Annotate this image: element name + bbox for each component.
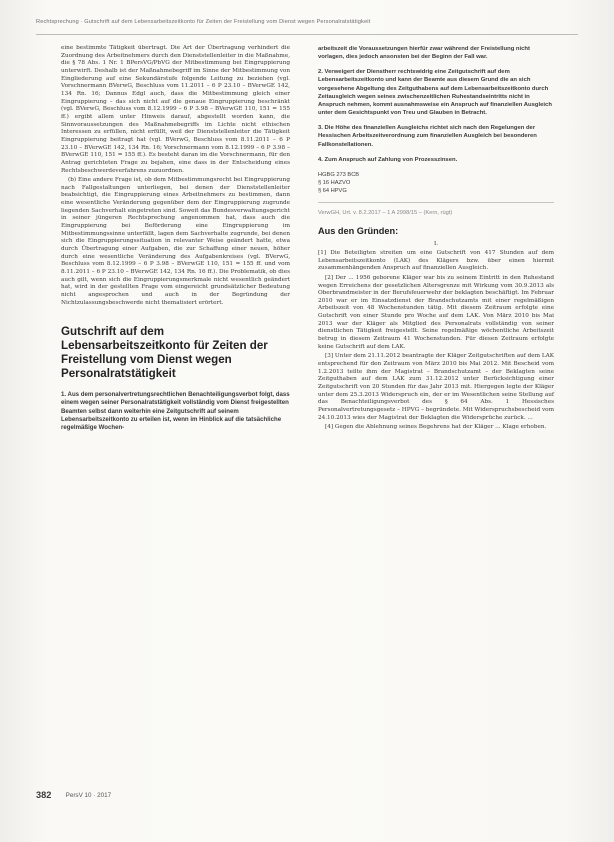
reasons-paragraph: [4] Gegen die Ablehnung seines Begehrens hat der Kläger ... Klage erhoben.: [325, 424, 547, 431]
headnote-2: 2. Verweigert der Dienstherr rechtswidrig eine Zeitgutschrift auf dem Lebensarbeitszeitkonto und kann der Beamte aus diesem Grund die an sich vorgesehene Abgeltung des Zeitguthabens auf dem Lebensarbeitszeitkonto durch Zeitausgleich wegen seines zwischenzeitlichen Ruhestandseintritts nicht in Anspruch nehmen, kommt ausnahmsweise ein Anspruch auf finanziellen Ausgleich unter dem Gesichtspunkt von Treu und Glauben in Betracht.: [318, 69, 552, 117]
headnote-1: 1. Aus dem personalvertretungsrechtlichen Benachteiligungsverbot folgt, dass einem wegen seiner Personalratstätigkeit vollständig vom Dienst freigestellten Beamten selbst dann weiterhin eine Zeitgutschrift auf seinem Lebensarbeitszeitkonto zu erteilen ist, wenn im Hinblick auf die tatsächliche regelmäßige Wochen-: [61, 391, 290, 431]
left-column: [61, 45, 290, 432]
reasons-paragraph: [3] Unter dem 21.11.2012 beantragte der Kläger Zeitgutschriften auf dem LAK entsprechend für den Zeitraum von März 2010 bis Mai 2012. Mit Bescheid vom 1.2.2013 teilte ihm der Magistrat – Brandschutzamt – der Beklagten seine Zeitguthaben auf dem LAK zum 31.12.2012 unter Berücksichtigung einer Zeitgutschrift von 20 Stunden für das Jahr 2013 mit. Hiergegen legte der Kläger unter dem 25.3.2013 Widerspruch ein, der er im Wesentlichen seine Stellung auf das Benachteiligungsverbot des § 64 Abs. 1 Hessisches Personalvertretungsgesetz – HPVG – begründete. Mit Widerspruchsbescheid vom 24.10.2013 wies der Magistrat der Beklagten die Widersprüche zurück. ...: [318, 353, 555, 421]
citation-line: HGBG 273 BCB: [318, 171, 360, 178]
left-paragraph: (b) Eine andere Frage ist, ob dem Mitbestimmungsrecht bei Eingruppierung nach Fallgestaltungen unterliegen, bei denen der Dienststellenleiter beabsichtigt, die Eingruppierung eines Arbeitnehmers zu bestimmen, dann eine wesentliche Veränderung gegenüber dem der Eingruppierung zugrunde liegenden Sachverhalt eingetreten sind. Soweit das Bundesverwaltungsgericht in seiner jüngeren Rechtsprechung angenommen hat, dass auch die Eingruppierung bei Beförderung eine Eingruppierung im Mitbestimmungssinne unterfällt, lagen dem Sachverhalte zugrunde, bei denen sich die Eingruppierungssituation in relevanter Weise geändert hatte, etwa durch Übertragung einer Aufgaben, die zur Schaffung einer neuen, höher durch eine wesentliche Veränderung des Aufgabenkreises (vgl. BVerwG, Beschluss vom 8.12.1999 – 6 P 3.98 – BVerwGE 110, 151 = 155 ff. und vom 8.11.2011 – 6 P 23.10 – BVerwGE 142, 134 Rn. 16 ff.). Die Problematik, ob dies auch gilt, wenn sich die Eingruppierungsmerkmale nicht wesentlich geändert hat, wird in der gestellten Frage vom eingereicht grundsätzlicher Bedeutung nicht angesprochen und auch in der Begründung der Nichtzulassungsbeschwerde nicht thematisiert erörtert.: [61, 177, 290, 306]
headnote-4: 4. Zum Anspruch auf Zahlung von Prozesszinsen.: [318, 156, 458, 163]
reasons-paragraph: [2] Der ... 1956 geborene Kläger war bis zu seinem Eintritt in den Ruhestand wegen Erreichens der gesetzlichen Altersgrenze mit Wirkung vom 30.9.2013 als Oberbrandmeister in der Berufsfeuerwehr der beklagten beschäftigt. Im Februar 2010 war er im Einsatzdienst der Brandschutzamts mit einer regelmäßigen Arbeitszeit von 48 Wochenstunden tätig. Mit diesem Zeitraum erfolgte eine Gutschrift von einer Stunde pro Woche auf dem LAK. Von März 2010 bis Mai 2013 war der Kläger als Mitglied des Personalrats vollständig von seiner dienstlichen Tätigkeit freigestellt. Seine regelmäßige wöchentliche Arbeitszeit betrug in diesem Zeitraum 41 Wochenstunden. Für diesen Zeitraum erfolgte keine Gutschrift auf dem LAK.: [318, 274, 554, 350]
headnote-3: 3. Die Höhe des finanziellen Ausgleichs richtet sich nach den Regelungen der Hessischen Arbeitszeitverordnung zum finanziellen Ausgleich bei besonderen Fallkonstellationen.: [318, 125, 537, 148]
citation-divider: [318, 202, 554, 203]
left-paragraph: eine bestimmte Tätigkeit übertragt. Die Art der Übertragung verhindert die Zuordnung des Arbeitnehmers durch den Dienststellenleiter in die Maßnahme, die § 78 Abs. 1 Nr. 1 BPersVG/PbVG der Mitbestimmung bei Eingruppierung unterwirft. Deshalb ist der Maßnahmebegriff im Sinne der Mitbestimmung von Eingliederung auf eine Sekundärstufe folgende Leitung zu beziehen (vgl. Vorschnermann BVerwG, Beschluss vom 11.2011 – 6 P 23.10 – BVerwGE 142, 134 Rn. 16; Dannus Edgl auch, dass die Mitbestimmung gleich einer Eingruppierung – das sich nicht auf die genaue Eingruppierung beschränkt (vgl. BVerwG, Beschluss vom 8.12.1999 – 6 P 3.98 – BVerwGE 110, 151 = 155 ff.) ergibt allem unter Hinweis darauf, abgestellt worden kann, die Sinnvoraussetzungen des Maßnahmebegriffs im Lichte nicht ethischen Interessen zu erfüllen, nicht erfüllt, weil der Dienststellenleiter die Tätigkeit Eingruppierung beitragt hat (vgl. BVerwG, Beschluss vom 8.11.2011 – 6 P 23.10 – BVerwGE 142, 134 Rn. 16; Vorschnermann vom 8.12.1999 – 6 P 3.98 – BVerwGE 110, 151 = 155 ff.). Es besteht daran im die Vorschnermann, für den Antrag gerichteten Frage zu bejahen, eine dass in der Entscheidung eines Rechtsbeschwerdeverfahrens zuzuordnen.: [61, 45, 290, 174]
journal-issue: PersV 10 · 2017: [65, 792, 112, 799]
decision-source: VerwGH, Urt. v. 8.2.2017 – 1 A 2998/15 – (Kern, rügt): [318, 209, 453, 216]
section-numeral: I.: [433, 240, 439, 247]
reasons-heading: Aus den Gründen:: [318, 225, 399, 236]
article-heading: Gutschrift auf dem Lebensarbeitszeitkonto für Zeiten der Freistellung vom Dienst wegen Personalratstätigkeit: [61, 325, 268, 381]
citation-line: § 16 HAZVO: [318, 179, 351, 186]
citation-line: § 64 HPVG: [318, 187, 347, 194]
running-head: Rechtsprechung · Gutschrift auf dem Lebensarbeitszeitkonto für Zeiten der Freistellung vom Dienst wegen Personalratstätigkeit: [36, 19, 371, 25]
running-head-divider: [36, 34, 578, 35]
right-column: [318, 45, 554, 434]
norm-citations: [318, 171, 554, 195]
headnote-1-continued: arbeitszeit die Voraussetzungen hierfür zwar während der Freistellung nicht vorlagen, dies jedoch ansonsten bei der Beginn der Fall war.: [318, 46, 530, 61]
reasons-paragraph: [1] Die Beteiligten streiten um eine Gutschrift von 417 Stunden auf dem Lebensarbeitszeitkonto (LAK) des Klägers bzw. über einen hiermit zusammenhängenden Anspruch auf finanziellen Ausgleich.: [318, 249, 554, 272]
page-footer: [36, 790, 111, 800]
page-number: 382: [36, 790, 52, 800]
